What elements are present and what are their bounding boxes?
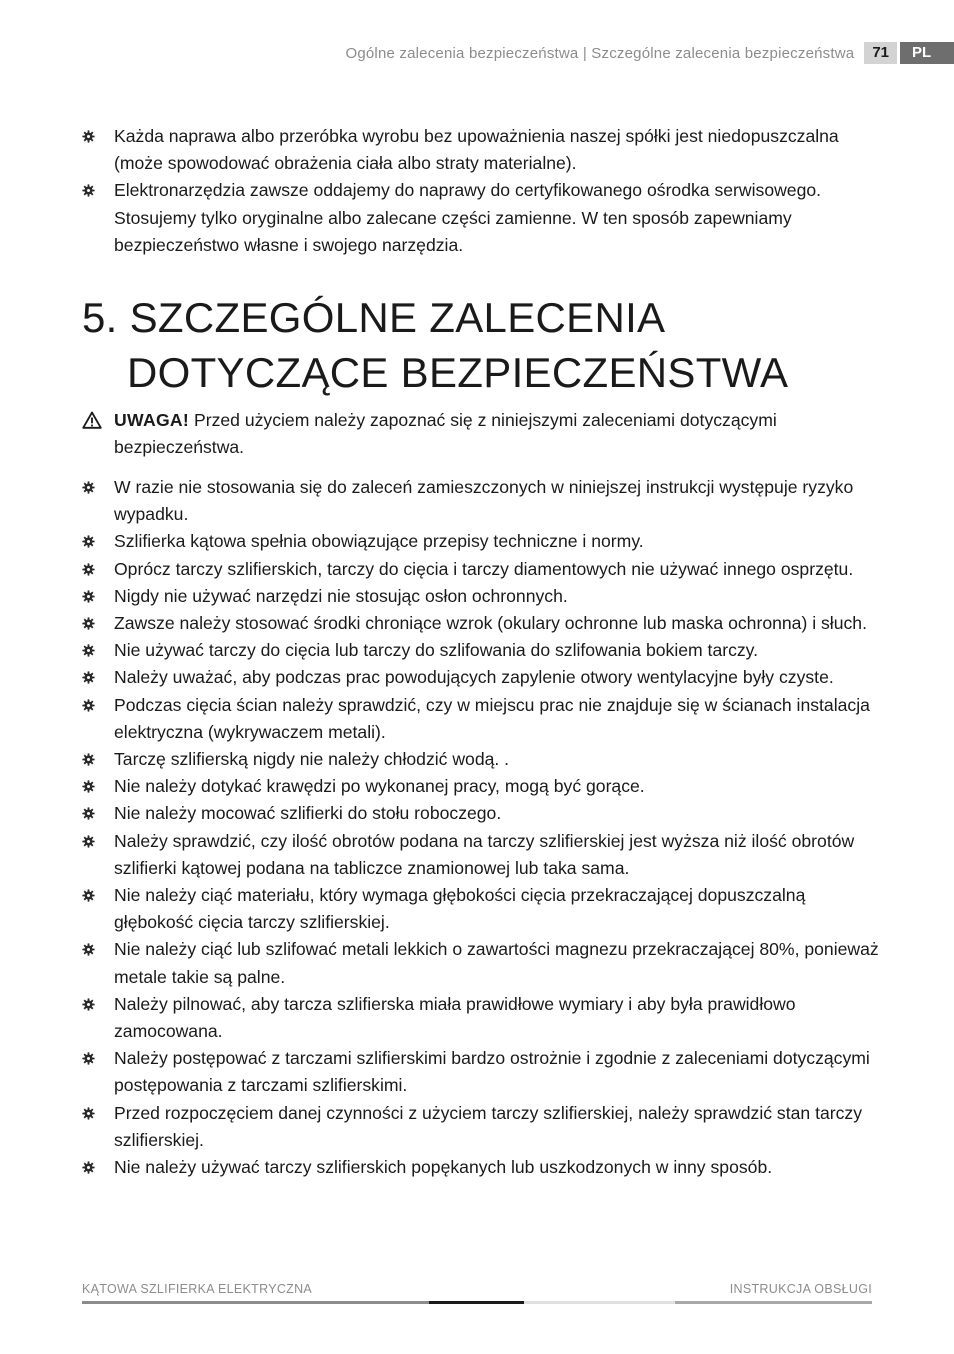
bullet-gear-icon (82, 671, 95, 684)
list-item: Nigdy nie używać narzędzi nie stosując osłon ochronnych. (82, 583, 882, 610)
bullet-gear-icon (82, 130, 95, 143)
language-tab: PL (900, 42, 954, 64)
list-item: Każda naprawa albo przeróbka wyrobu bez upoważnienia naszej spółki jest niedopuszczalna (może spowodować obrażenia ciała albo straty materialne). (82, 123, 882, 177)
section-title (82, 290, 788, 400)
list-item: Zawsze należy stosować środki chroniące wzrok (okulary ochronne lub maska ochronna) i słuch. (82, 610, 882, 637)
header-title: Ogólne zalecenia bezpieczeństwa | Szczególne zalecenia bezpieczeństwa (345, 44, 855, 62)
bullet-gear-icon (82, 889, 95, 902)
bullet-gear-icon (82, 535, 95, 548)
list-item: Podczas cięcia ścian należy sprawdzić, czy w miejscu prac nie znajduje się w ścianach instalacja elektryczna (wykrywaczem metali). (82, 692, 882, 746)
page-number: 71 (864, 42, 897, 64)
list-item: Należy pilnować, aby tarcza szlifierska miała prawidłowe wymiary i aby była prawidłowo zamocowana. (82, 991, 882, 1045)
list-item: Nie używać tarczy do cięcia lub tarczy do szlifowania do szlifowania bokiem tarczy. (82, 637, 882, 664)
bullet-gear-icon (82, 699, 95, 712)
page-header (345, 42, 954, 64)
list-item: Tarczę szlifierską nigdy nie należy chłodzić wodą. . (82, 746, 882, 773)
bullet-gear-icon (82, 617, 95, 630)
footer-bar-segment (675, 1301, 872, 1304)
section-title-line-1: 5. SZCZEGÓLNE ZALECENIA (82, 294, 666, 341)
bullet-gear-icon (82, 780, 95, 793)
warning-label: UWAGA! (114, 410, 190, 430)
footer-product-name: KĄTOWA SZLIFIERKA ELEKTRYCZNA (82, 1282, 313, 1296)
bullet-gear-icon (82, 1161, 95, 1174)
footer-bar-segment (82, 1301, 429, 1304)
bullet-gear-icon (82, 807, 95, 820)
list-item: Nie należy używać tarczy szlifierskich popękanych lub uszkodzonych w inny sposób. (82, 1154, 882, 1181)
section-title-line-2: DOTYCZĄCE BEZPIECZEŃSTWA (127, 349, 789, 396)
bullet-gear-icon (82, 1107, 95, 1120)
bullet-gear-icon (82, 753, 95, 766)
warning-note (82, 407, 882, 461)
footer-bar-segment (524, 1301, 675, 1304)
bullet-gear-icon (82, 563, 95, 576)
warning-text: Przed użyciem należy zapoznać się z niniejszymi zaleceniami dotyczącymi bezpieczeństwa. (114, 410, 777, 458)
list-item: Przed rozpoczęciem danej czynności z użyciem tarczy szlifierskiej, należy sprawdzić stan tarczy szlifierskiej. (82, 1100, 882, 1154)
list-item: W razie nie stosowania się do zaleceń zamieszczonych w niniejszej instrukcji występuje ryzyko wypadku. (82, 474, 882, 528)
bullet-gear-icon (82, 943, 95, 956)
bullet-gear-icon (82, 1052, 95, 1065)
bullet-gear-icon (82, 481, 95, 494)
list-item: Należy postępować z tarczami szlifierskimi bardzo ostrożnie i zgodnie z zaleceniami dotyczącymi postępowania z tarczami szlifierskimi. (82, 1045, 882, 1099)
bullet-gear-icon (82, 998, 95, 1011)
bullet-gear-icon (82, 644, 95, 657)
list-item: Nie należy dotykać krawędzi po wykonanej pracy, mogą być gorące. (82, 773, 882, 800)
warning-triangle-icon (82, 411, 102, 429)
list-item: Oprócz tarczy szlifierskich, tarczy do cięcia i tarczy diamentowych nie używać innego osprzętu. (82, 556, 882, 583)
list-item: Nie należy ciąć lub szlifować metali lekkich o zawartości magnezu przekraczającej 80%, ponieważ metale takie są palne. (82, 936, 882, 990)
list-item: Należy sprawdzić, czy ilość obrotów podana na tarczy szlifierskiej jest wyższa niż ilość obrotów szlifierki kątowej podana na tabliczce znamionowej lub taka sama. (82, 828, 882, 882)
page-footer (82, 1282, 872, 1296)
bullet-gear-icon (82, 835, 95, 848)
bullet-gear-icon (82, 184, 95, 197)
safety-bullet-list (82, 474, 882, 1181)
list-item: Nie należy ciąć materiału, który wymaga głębokości cięcia przekraczającej dopuszczalną głębokość cięcia tarczy szlifierskiej. (82, 882, 882, 936)
list-item: Szlifierka kątowa spełnia obowiązujące przepisy techniczne i normy. (82, 528, 882, 555)
list-item: Elektronarzędzia zawsze oddajemy do naprawy do certyfikowanego ośrodka serwisowego. Stosujemy tylko oryginalne albo zalecane części zamienne. W ten sposób zapewniamy bezpieczeństwo własne i swojego narzędzia. (82, 177, 882, 259)
bullet-gear-icon (82, 590, 95, 603)
list-item: Należy uważać, aby podczas prac powodujących zapylenie otwory wentylacyjne były czyste. (82, 664, 882, 691)
list-item: Nie należy mocować szlifierki do stołu roboczego. (82, 800, 882, 827)
intro-bullet-list (82, 123, 882, 259)
footer-manual-label: INSTRUKCJA OBSŁUGI (729, 1282, 872, 1296)
footer-bar-segment (429, 1301, 524, 1304)
footer-divider-bar (82, 1301, 872, 1304)
